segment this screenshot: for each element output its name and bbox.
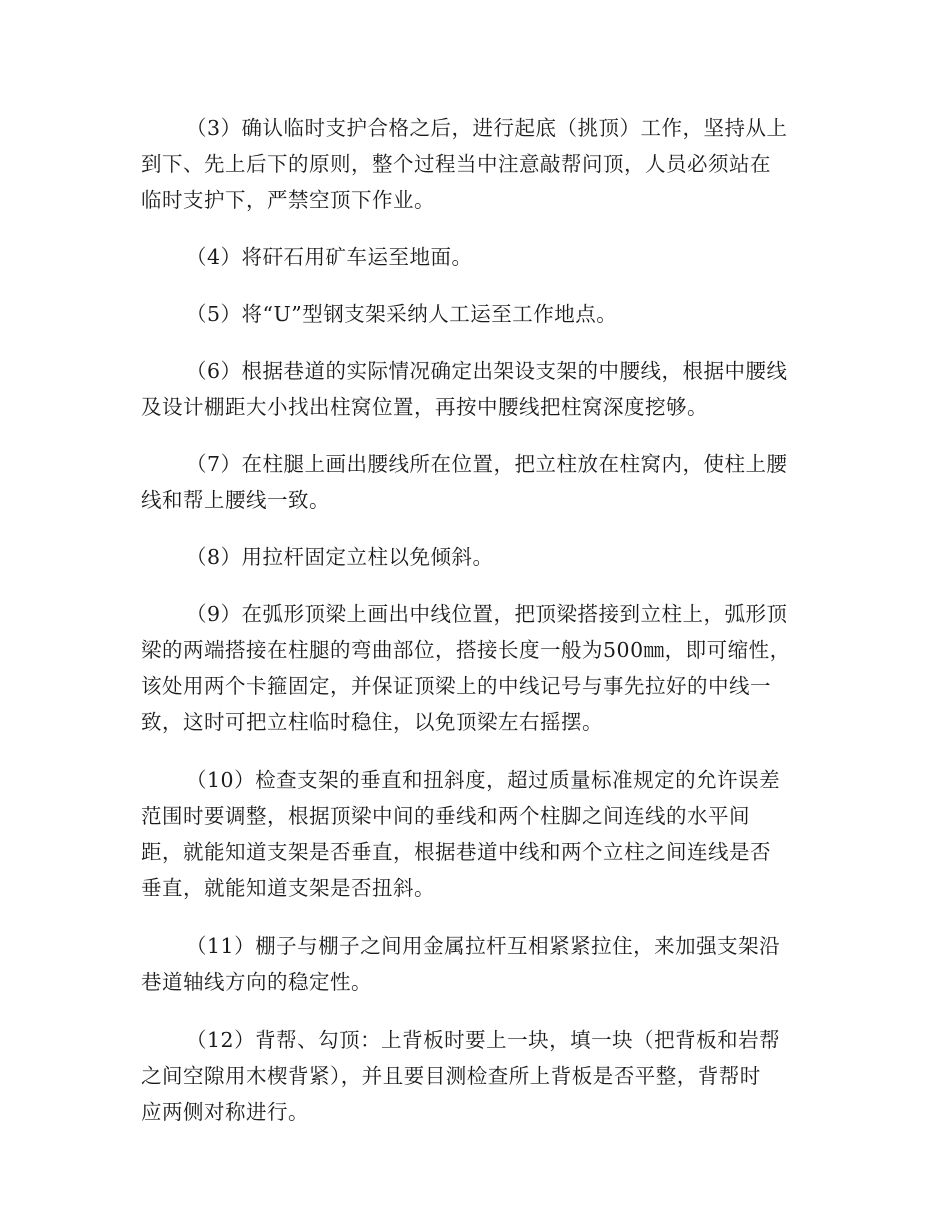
paragraph-line: 距，就能知道支架是否垂直，根据巷道中线和两个立柱之间连线是否	[141, 840, 771, 864]
paragraph-line: 该处用两个卡箍固定，并保证顶梁上的中线记号与事先拉好的中线一	[141, 674, 771, 698]
paragraph-line: （12）背帮、勾顶：上背板时要上一块，填一块（把背板和岩帮	[186, 1028, 781, 1052]
paragraph-line: 致，这时可把立柱临时稳住，以免顶梁左右摇摆。	[141, 710, 603, 734]
paragraph-step-6	[141, 353, 807, 425]
paragraph-line: （3）确认临时支护合格之后，进行起底（挑顶）工作，坚持从上	[186, 116, 788, 140]
paragraph-step-11	[141, 928, 807, 1000]
paragraph-step-4	[141, 239, 807, 275]
paragraph-line: 垂直，就能知道支架是否扭斜。	[141, 876, 435, 900]
paragraph-step-8	[141, 539, 807, 575]
paragraph-line: （4）将矸石用矿车运至地面。	[186, 245, 473, 269]
paragraph-line: 到下、先上后下的原则，整个过程当中注意敲帮问顶，人员必须站在	[141, 152, 771, 176]
paragraph-line: 及设计棚距大小找出柱窝位置，再按中腰线把柱窝深度挖够。	[141, 395, 708, 419]
paragraph-line: 之间空隙用木楔背紧），并且要目测检查所上背板是否平整，背帮时	[141, 1064, 761, 1088]
document-body	[141, 110, 807, 1152]
paragraph-line: 临时支护下，严禁空顶下作业。	[141, 188, 435, 212]
paragraph-line: 应两侧对称进行。	[141, 1100, 309, 1124]
paragraph-step-12	[141, 1022, 807, 1130]
paragraph-line: （10）检查支架的垂直和扭斜度，超过质量标准规定的允许误差	[186, 768, 781, 792]
paragraph-step-10	[141, 762, 807, 906]
paragraph-line: （6）根据巷道的实际情况确定出架设支架的中腰线，根据中腰线	[186, 359, 788, 383]
paragraph-step-5	[141, 296, 807, 332]
paragraph-step-3	[141, 110, 807, 218]
paragraph-line: （11）棚子与棚子之间用金属拉杆互相紧紧拉住，来加强支架沿	[186, 934, 781, 958]
paragraph-step-7	[141, 446, 807, 518]
paragraph-step-9	[141, 596, 807, 740]
paragraph-line: 巷道轴线方向的稳定性。	[141, 970, 372, 994]
paragraph-line: 范围时要调整，根据顶梁中间的垂线和两个柱脚之间连线的水平间	[141, 804, 750, 828]
paragraph-line: （5）将“U”型钢支架采纳人工运至工作地点。	[186, 302, 618, 326]
paragraph-line: （9）在弧形顶梁上画出中线位置，把顶梁搭接到立柱上，弧形顶	[186, 602, 788, 626]
paragraph-line: 线和帮上腰线一致。	[141, 488, 330, 512]
paragraph-line: （7）在柱腿上画出腰线所在位置，把立柱放在柱窝内，使柱上腰	[186, 452, 788, 476]
paragraph-line: 梁的两端搭接在柱腿的弯曲部位，搭接长度一般为500㎜，即可缩性，	[141, 638, 791, 662]
paragraph-line: （8）用拉杆固定立柱以免倾斜。	[186, 545, 494, 569]
